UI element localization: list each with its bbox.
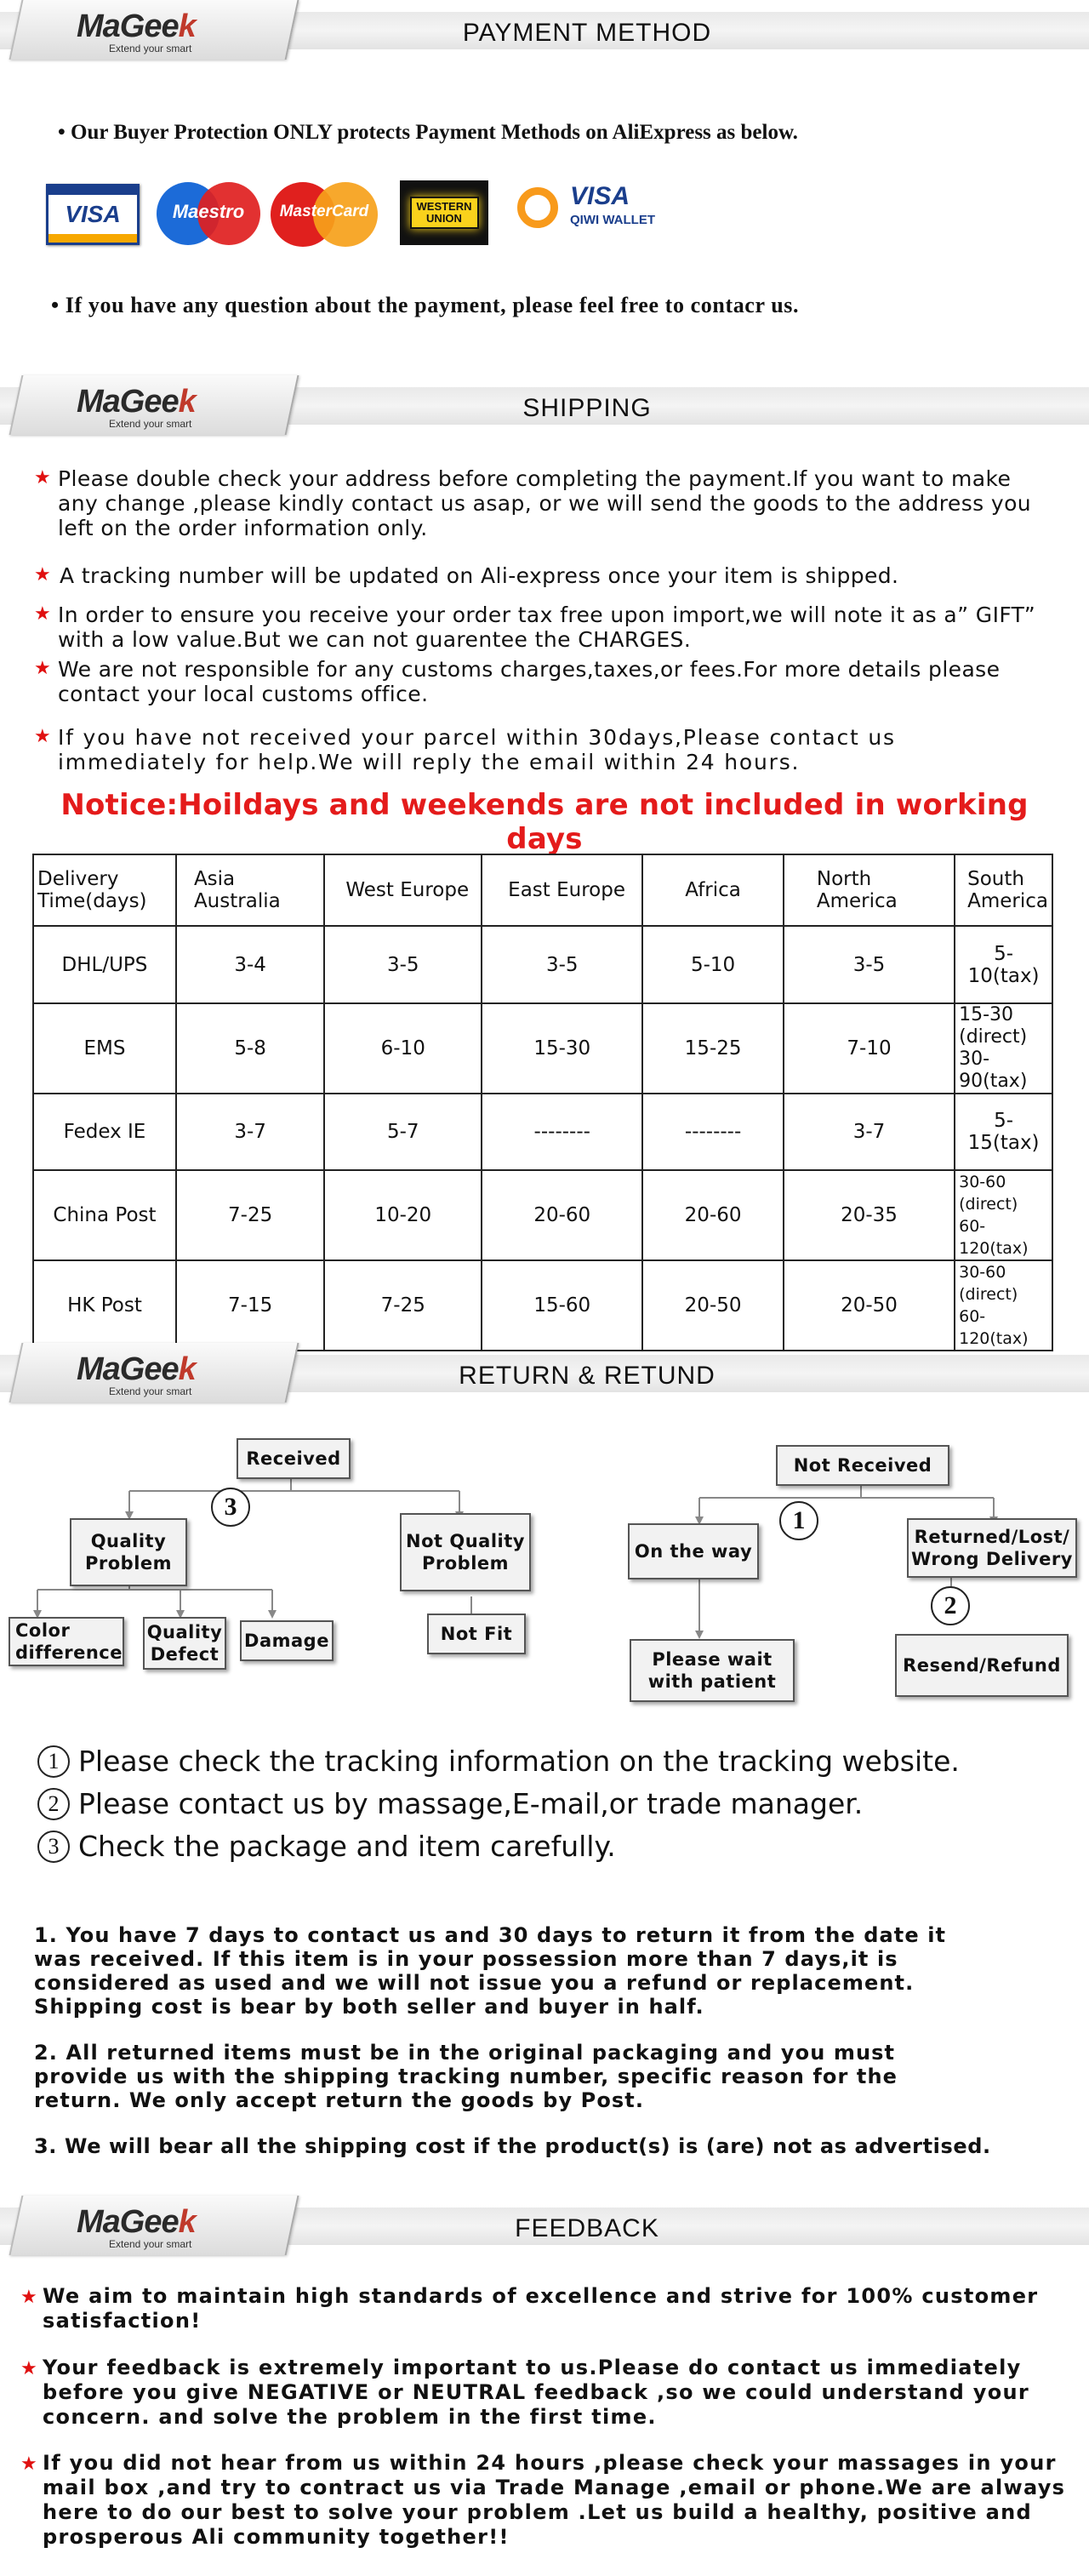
brand-logo: MaGeek bbox=[77, 1351, 196, 1387]
table-cell: 20-60 bbox=[482, 1170, 642, 1260]
step-text: Please check the tracking information on the tracking website. bbox=[78, 1745, 960, 1778]
table-cell: -------- bbox=[482, 1094, 642, 1170]
feedback-note-1: We aim to maintain high standards of excellence and strive for 100% customer satisfaction! bbox=[43, 2284, 1039, 2333]
feedback-note-3: If you did not hear from us within 24 hours ,please check your massages in your mail box ,and try to contract us via Trade Manage ,email or phone.We are always here to do our best to solve your problem .Let us build a healthy, positive and prosperous Ali community together!! bbox=[43, 2451, 1066, 2549]
table-cell: 3-7 bbox=[176, 1094, 324, 1170]
shipping-time-table bbox=[32, 854, 1053, 1351]
mastercard-badge: MasterCard bbox=[271, 179, 378, 247]
star-bullet-icon: ★ bbox=[20, 2453, 37, 2474]
western-union-badge: WESTERN UNION bbox=[400, 180, 488, 245]
flow-not-quality-problem: Not Quality Problem bbox=[400, 1513, 531, 1591]
qiwi-q-icon bbox=[517, 187, 558, 228]
table-row bbox=[33, 1003, 1052, 1094]
section-title: PAYMENT METHOD bbox=[462, 19, 712, 47]
table-cell: DHL/UPS bbox=[33, 926, 176, 1003]
flow-not-fit: Not Fit bbox=[427, 1614, 526, 1654]
section-title: FEEDBACK bbox=[515, 2214, 659, 2242]
step-number-icon: 3 bbox=[37, 1831, 70, 1863]
star-bullet-icon: ★ bbox=[20, 2357, 37, 2379]
table-cell: 7-25 bbox=[324, 1260, 482, 1351]
shipping-note-tracking: A tracking number will be updated on Ali-express once your item is shipped. bbox=[60, 563, 899, 588]
star-bullet-icon: ★ bbox=[34, 466, 51, 488]
table-cell: 20-35 bbox=[784, 1170, 955, 1260]
table-cell: 3-4 bbox=[176, 926, 324, 1003]
table-header-cell: West Europe bbox=[324, 854, 482, 926]
star-bullet-icon: ★ bbox=[34, 563, 51, 585]
table-cell: -------- bbox=[642, 1094, 784, 1170]
table-header-cell: Africa bbox=[642, 854, 784, 926]
brand-slogan: Extend your smart bbox=[109, 2238, 192, 2250]
shipping-note-gift: In order to ensure you receive your order tax free upon import,we will note it as a” GIFT” with a low value.But we can not guarentee the CHARGES. bbox=[58, 603, 1036, 652]
table-cell: 7-25 bbox=[176, 1170, 324, 1260]
flow-returned-lost-wrong-delivery: Returned/Lost/ Wrong Delivery bbox=[907, 1518, 1077, 1578]
flow-please-wait: Please wait with patient bbox=[630, 1639, 795, 1702]
flow-quality-defect: Quality Defect bbox=[143, 1617, 226, 1670]
flow-resend-refund: Resend/Refund bbox=[895, 1634, 1069, 1697]
return-policy-3: 3. We will bear all the shipping cost if the product(s) is (are) not as advertised. bbox=[34, 2134, 991, 2158]
buyer-protection-note: • Our Buyer Protection ONLY protects Payment Methods on AliExpress as below. bbox=[58, 121, 798, 144]
return-step-1 bbox=[37, 1745, 960, 1778]
table-cell: 5-10(tax) bbox=[955, 926, 1052, 1003]
brand-logo: MaGeek bbox=[77, 9, 196, 44]
brand-logo: MaGeek bbox=[77, 384, 196, 420]
table-header-cell: East Europe bbox=[482, 854, 642, 926]
section-header-feedback bbox=[0, 2196, 1089, 2255]
table-cell: 3-5 bbox=[482, 926, 642, 1003]
table-cell: 3-5 bbox=[784, 926, 955, 1003]
table-cell: 20-50 bbox=[642, 1260, 784, 1351]
payment-question-note: • If you have any question about the payment, please feel free to contacr us. bbox=[51, 293, 800, 317]
return-policy-1: 1. You have 7 days to contact us and 30 days to return it from the date it was received. If this item is in your possession more than 7 days,it is considered as used and we will not issue you a refund or replacement. Shipping cost is bear by both seller and buyer in half. bbox=[34, 1923, 947, 2019]
return-policy-2: 2. All returned items must be in the original packaging and you must provide us with the shipping tracking number, specific reason for the return. We only accept return the goods by Post. bbox=[34, 2041, 898, 2112]
table-row bbox=[33, 1260, 1052, 1351]
table-cell: 20-60 bbox=[642, 1170, 784, 1260]
flow-color-difference: Color difference bbox=[9, 1617, 124, 1666]
return-step-3 bbox=[37, 1830, 616, 1863]
flow-on-the-way: On the way bbox=[628, 1523, 759, 1579]
table-cell: 5-10 bbox=[642, 926, 784, 1003]
table-row bbox=[33, 926, 1052, 1003]
table-cell: 5-8 bbox=[176, 1003, 324, 1094]
flow-received: Received bbox=[237, 1438, 351, 1479]
shipping-notice: Notice:Hoildays and weekends are not included in working days bbox=[60, 788, 1029, 856]
table-cell: 6-10 bbox=[324, 1003, 482, 1094]
table-row bbox=[33, 1170, 1052, 1260]
step-text: Please contact us by massage,E-mail,or trade manager. bbox=[78, 1787, 864, 1820]
table-cell: 3-7 bbox=[784, 1094, 955, 1170]
table-cell: 7-15 bbox=[176, 1260, 324, 1351]
table-row bbox=[33, 1094, 1052, 1170]
flow-quality-problem: Quality Problem bbox=[70, 1518, 187, 1586]
table-cell: 10-20 bbox=[324, 1170, 482, 1260]
table-cell: 30-60 (direct) 60-120(tax) bbox=[955, 1260, 1052, 1351]
return-step-2 bbox=[37, 1787, 863, 1820]
brand-slogan: Extend your smart bbox=[109, 418, 192, 430]
shipping-note-parcel: If you have not received your parcel within 30days,Please contact us immediately for help.We will reply the email within 24 hours. bbox=[58, 725, 896, 774]
table-cell: HK Post bbox=[33, 1260, 176, 1351]
table-header-cell: Delivery Time(days) bbox=[33, 854, 176, 926]
section-header-shipping bbox=[0, 375, 1089, 435]
flow-step-1-marker: 1 bbox=[779, 1501, 818, 1540]
star-bullet-icon: ★ bbox=[34, 657, 51, 678]
table-cell: 15-60 bbox=[482, 1260, 642, 1351]
section-title: RETURN & RETUND bbox=[459, 1362, 716, 1390]
table-cell: China Post bbox=[33, 1170, 176, 1260]
section-header-return bbox=[0, 1343, 1089, 1402]
table-cell: 5-15(tax) bbox=[955, 1094, 1052, 1170]
table-cell: 3-5 bbox=[324, 926, 482, 1003]
flow-step-3-marker: 3 bbox=[211, 1488, 250, 1527]
table-cell: 30-60 (direct) 60-120(tax) bbox=[955, 1170, 1052, 1260]
step-text: Check the package and item carefully. bbox=[78, 1830, 616, 1863]
visa-badge: VISA bbox=[46, 184, 140, 245]
table-cell: 15-30 bbox=[482, 1003, 642, 1094]
table-cell: EMS bbox=[33, 1003, 176, 1094]
section-header-payment bbox=[0, 0, 1089, 60]
table-header-cell: North America bbox=[784, 854, 955, 926]
shipping-note-address: Please double check your address before completing the payment.If you want to make any change ,please kindly contact us asap, or we will send the goods to the address you left on the order information only. bbox=[58, 466, 1032, 540]
flow-damage: Damage bbox=[240, 1620, 334, 1661]
flow-step-2-marker: 2 bbox=[931, 1586, 970, 1625]
table-header-row bbox=[33, 854, 1052, 926]
table-header-cell: Asia Australia bbox=[176, 854, 324, 926]
maestro-badge: Maestro bbox=[157, 179, 260, 247]
table-cell: 15-25 bbox=[642, 1003, 784, 1094]
feedback-note-2: Your feedback is extremely important to us.Please do contact us immediately before you give NEGATIVE or NEUTRAL feedback ,so we could understand your concern. and solve the problem in the first time. bbox=[43, 2356, 1030, 2429]
star-bullet-icon: ★ bbox=[20, 2286, 37, 2307]
table-cell: 7-10 bbox=[784, 1003, 955, 1094]
step-number-icon: 1 bbox=[37, 1745, 70, 1778]
qiwi-wallet-badge: VISA QIWI WALLET bbox=[517, 182, 679, 242]
table-cell: Fedex IE bbox=[33, 1094, 176, 1170]
step-number-icon: 2 bbox=[37, 1788, 70, 1820]
brand-logo: MaGeek bbox=[77, 2204, 196, 2240]
table-cell: 5-7 bbox=[324, 1094, 482, 1170]
table-cell: 20-50 bbox=[784, 1260, 955, 1351]
table-header-cell: South America bbox=[955, 854, 1052, 926]
section-title: SHIPPING bbox=[522, 394, 652, 422]
table-cell: 15-30 (direct) 30-90(tax) bbox=[955, 1003, 1052, 1094]
shipping-note-customs: We are not responsible for any customs charges,taxes,or fees.For more details please contact your local customs office. bbox=[58, 657, 1001, 706]
star-bullet-icon: ★ bbox=[34, 603, 51, 624]
star-bullet-icon: ★ bbox=[34, 725, 51, 746]
flow-not-received: Not Received bbox=[776, 1445, 949, 1486]
brand-slogan: Extend your smart bbox=[109, 1385, 192, 1397]
brand-slogan: Extend your smart bbox=[109, 43, 192, 54]
